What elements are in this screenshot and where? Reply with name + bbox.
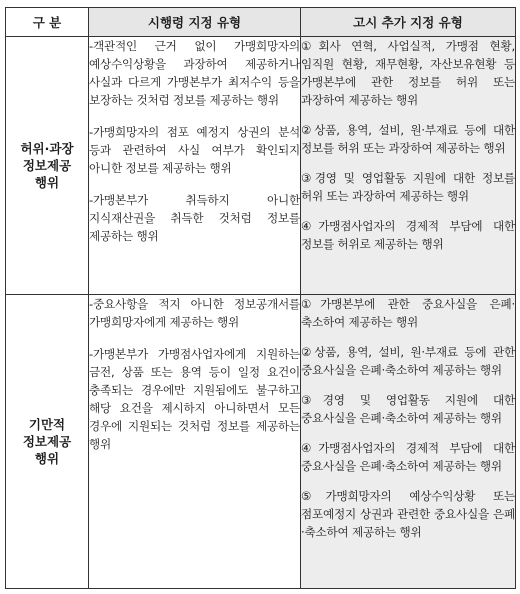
- comparison-table: [5, 7, 516, 589]
- decree-item: -가맹본부가 가맹점사업자에게 지원하는 금전, 상품 또는 용역 등이 일정 요건이 충족되는 경우에만 지원됨에도 불구하고 해당 요건을 제시하지 아니하면서 모든 경우에 지원되는 것처럼 정보를 제공하는 행위: [89, 347, 300, 451]
- row-label-false-info: [6, 37, 89, 295]
- notice-item: ③경영 및 영업활동 지원에 대한 중요사실을 은폐·축소하여 제공하는 행위: [301, 393, 515, 425]
- notice-item: ③경영 및 영업활동 지원에 대한 정보를 허위 또는 과장하여 제공하는 행위: [301, 171, 515, 203]
- notice-item: ①가맹본부에 관한 중요사실을 은폐·축소하여 제공하는 행위: [301, 297, 515, 329]
- decree-cell-false-info: [89, 37, 301, 295]
- notice-item: ②상품, 용역, 설비, 원·부재료 등에 대한 정보를 허위 또는 과장하여 제공하는 행위: [301, 123, 515, 155]
- notice-cell-false-info: [301, 37, 516, 295]
- decree-item: -가맹본부가 취득하지 아니한 지식재산권을 취득한 것처럼 정보를 제공하는 행위: [89, 193, 300, 243]
- decree-item: -가맹희망자의 점포 예정지 상권의 분석 등과 관련하여 사실 여부가 확인되지 아니한 정보를 제공하는 행위: [89, 125, 300, 175]
- table-header-row: [6, 8, 516, 37]
- notice-item: ①회사 연혁, 사업실적, 가맹점 현황, 임직원 현황, 재무현황, 자산보유현황 등 가맹본부에 관한 정보를 허위 또는 과장하여 제공하는 행위: [301, 39, 515, 107]
- decree-item: -중요사항을 적지 아니한 정보공개서를 가맹희망자에게 제공하는 행위: [89, 297, 300, 329]
- row-label-text: 기만적 정보제공 행위: [22, 417, 72, 466]
- row-label-text: 허위·과장 정보제공 행위: [20, 141, 74, 190]
- notice-item: ⑤가맹희망자의 예상수익상황 또는 점포예정지 상권과 관련한 중요사실을 은폐·축소하여 제공하는 행위: [301, 489, 515, 539]
- notice-item: ②상품, 용역, 설비, 원·부재료 등에 관한 중요사실을 은폐·축소하여 제공하는 행위: [301, 345, 515, 377]
- decree-item: -객관적인 근거 없이 가맹희망자의 예상수익상황을 과장하여 제공하거나 사실과 다르게 가맹본부가 최저수익 등을 보장하는 것처럼 정보를 제공하는 행위: [89, 39, 300, 107]
- header-notice: 고시 추가 지정 유형: [301, 8, 516, 37]
- notice-cell-deceptive-info: [301, 295, 516, 589]
- header-category: 구 분: [6, 8, 89, 37]
- table-row-false-info: [6, 37, 516, 295]
- header-decree: 시행령 지정 유형: [89, 8, 301, 37]
- decree-cell-deceptive-info: [89, 295, 301, 589]
- notice-item: ④가맹점사업자의 경제적 부담에 대한 정보를 허위로 제공하는 행위: [301, 219, 515, 251]
- notice-item: ④가맹점사업자의 경제적 부담에 대한 중요사실을 은폐·축소하여 제공하는 행위: [301, 441, 515, 473]
- row-label-deceptive-info: [6, 295, 89, 589]
- table-row-deceptive-info: [6, 295, 516, 589]
